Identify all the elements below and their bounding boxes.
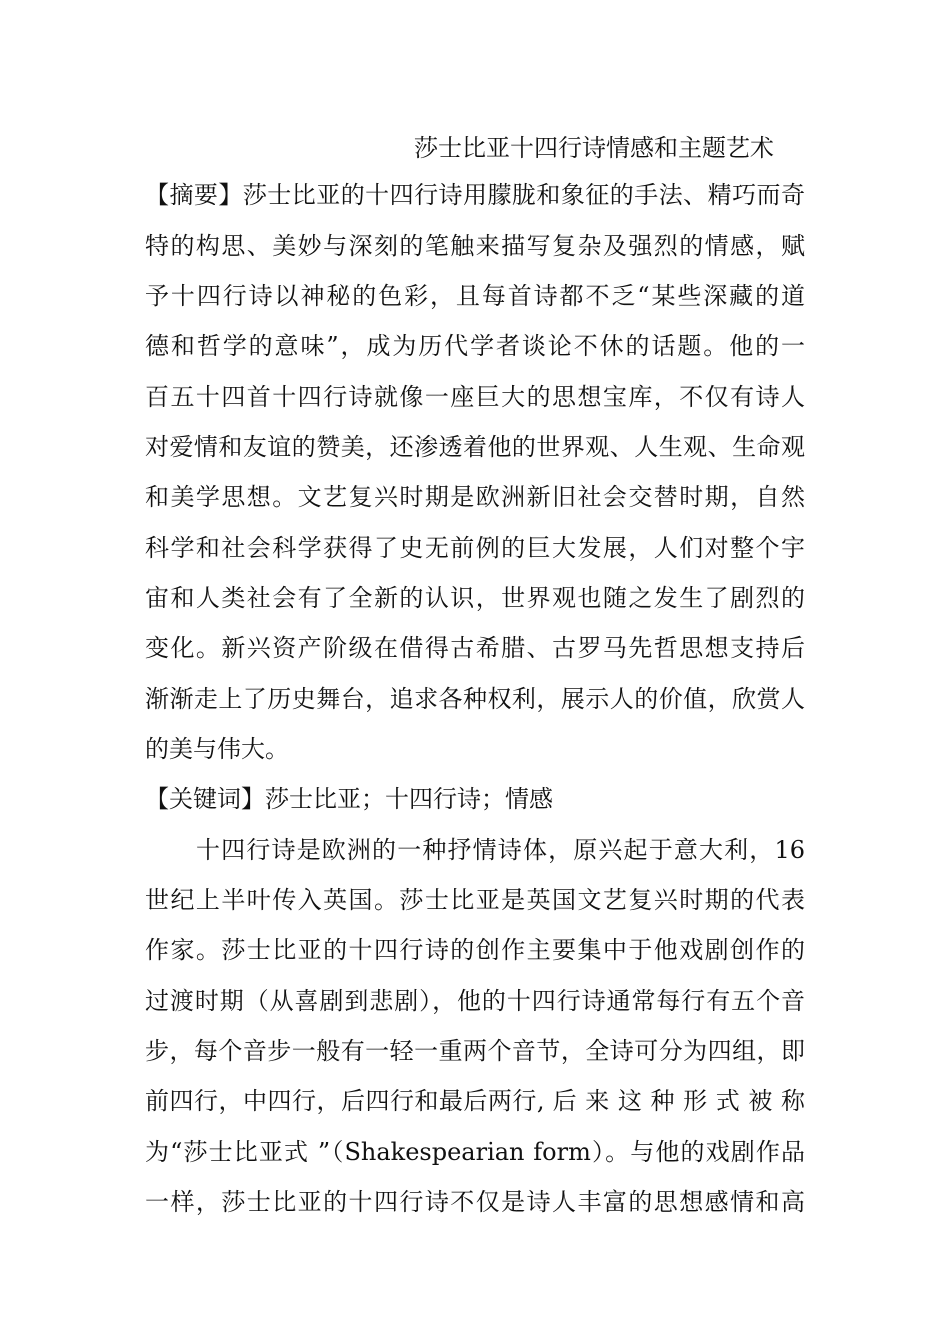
abstract-line: 德和哲学的意味”，成为历代学者谈论不休的话题。他的一 [145,332,805,360]
abstract-line: 变化。新兴资产阶级在借得古希腊、古罗马先哲思想支持后 [145,634,805,662]
keywords-line: 【关键词】莎士比亚；十四行诗；情感 [145,785,553,813]
abstract-line: 渐渐走上了历史舞台，追求各种权利，展示人的价值，欣赏人 [145,685,805,713]
abstract-line: 予十四行诗以神秘的色彩，且每首诗都不乏“某些深藏的道 [145,282,805,310]
abstract-line: 特的构思、美妙与深刻的笔触来描写复杂及强烈的情感，赋 [145,232,805,260]
body-line: 作家。莎士比亚的十四行诗的创作主要集中于他戏剧创作的 [145,936,805,964]
body-line: 一样，莎士比亚的十四行诗不仅是诗人丰富的思想感情和高 [145,1188,805,1216]
body-line: 步，每个音步一般有一轻一重两个音节，全诗可分为四组，即 [145,1037,805,1065]
abstract-line: 的美与伟大。 [145,735,289,763]
body-line: 十四行诗是欧洲的一种抒情诗体，原兴起于意大利，16 [196,836,805,864]
abstract-line: 科学和社会科学获得了史无前例的巨大发展，人们对整个宇 [145,534,805,562]
abstract-line: 百五十四首十四行诗就像一座巨大的思想宝库，不仅有诗人 [145,383,805,411]
body-line: 过渡时期（从喜剧到悲剧），他的十四行诗通常每行有五个音 [145,987,805,1015]
abstract-line: 和美学思想。文艺复兴时期是欧洲新旧社会交替时期，自然 [145,483,805,511]
body-line: 世纪上半叶传入英国。莎士比亚是英国文艺复兴时期的代表 [145,886,805,914]
document-title: 莎士比亚十四行诗情感和主题艺术 [414,134,774,162]
body-line: 前四行，中四行，后四行和最后两行, 后 来 这 种 形 式 被 称 [145,1087,805,1115]
abstract-line: 【摘要】莎士比亚的十四行诗用朦胧和象征的手法、精巧而奇 [145,181,805,209]
abstract-line: 对爱情和友谊的赞美，还渗透着他的世界观、人生观、生命观 [145,433,805,461]
body-line: 为“莎士比亚式 ”（Shakespearian form）。与他的戏剧作品 [145,1138,805,1166]
abstract-line: 宙和人类社会有了全新的认识，世界观也随之发生了剧烈的 [145,584,805,612]
